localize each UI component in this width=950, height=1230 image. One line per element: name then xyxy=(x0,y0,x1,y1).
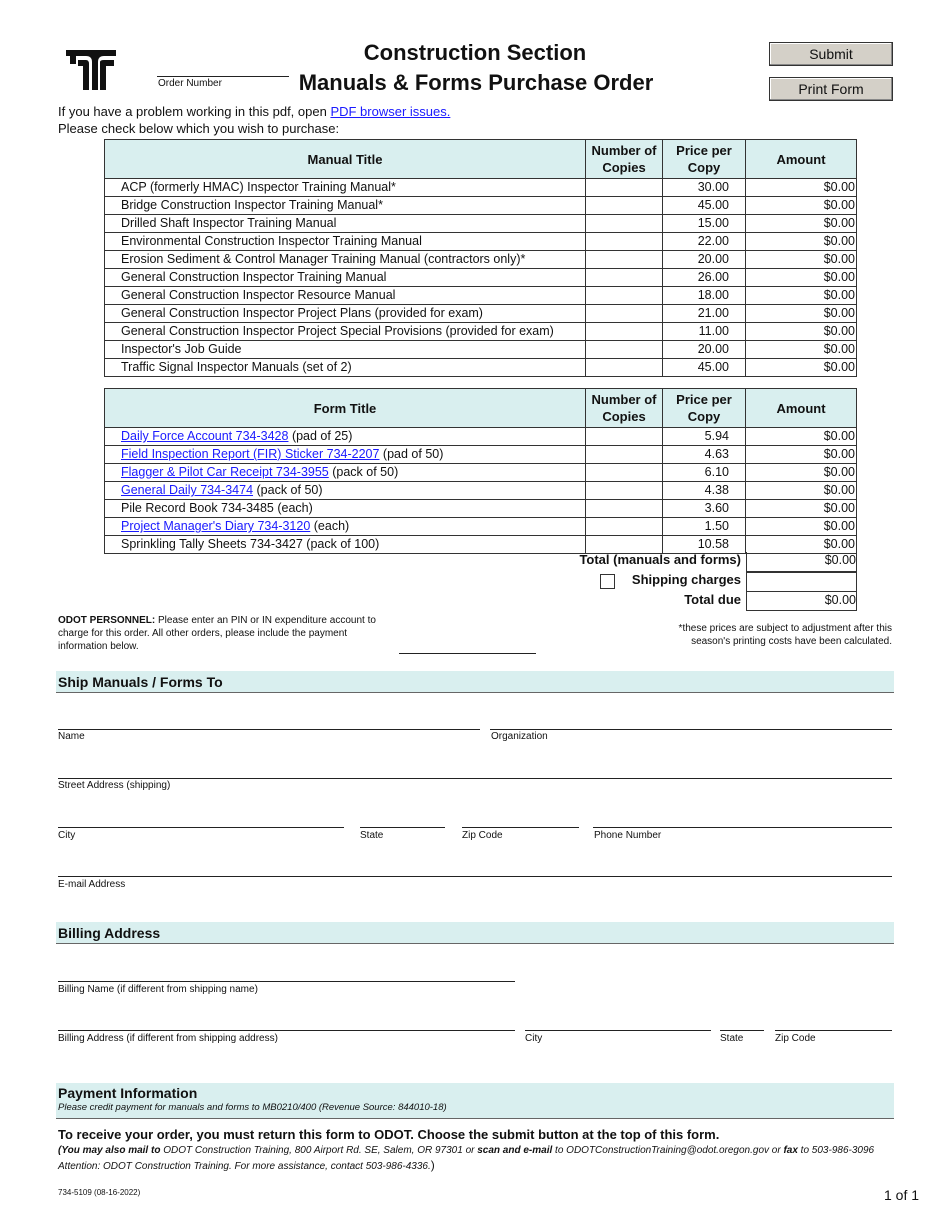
page-title-line1: Construction Section xyxy=(363,40,587,65)
amount-header: Amount xyxy=(746,389,857,428)
row-price: 21.00 xyxy=(663,305,746,323)
table-row xyxy=(105,251,857,269)
row-title: Drilled Shaft Inspector Training Manual xyxy=(105,215,586,233)
table-row xyxy=(105,179,857,197)
billing-city-field[interactable] xyxy=(525,1030,711,1031)
table-row xyxy=(105,269,857,287)
row-amount: $0.00 xyxy=(746,446,857,464)
copies-input[interactable] xyxy=(586,305,663,323)
state-label: State xyxy=(360,830,384,841)
billing-state-field[interactable] xyxy=(720,1030,764,1031)
organization-field[interactable] xyxy=(490,729,892,730)
city-field[interactable] xyxy=(58,827,344,828)
row-title: Daily Force Account 734-3428 (pad of 25) xyxy=(105,428,586,446)
total-value: $0.00 xyxy=(746,552,857,572)
form-number: 734-5109 (08-16-2022) xyxy=(58,1188,141,1197)
row-price: 4.63 xyxy=(663,446,746,464)
row-amount: $0.00 xyxy=(746,500,857,518)
intro-instructions: Please check below which you wish to purchase: xyxy=(58,121,340,136)
row-title: General Construction Inspector Project Special Provisions (provided for exam) xyxy=(105,323,586,341)
order-number-label: Order Number xyxy=(158,78,222,89)
name-field[interactable] xyxy=(58,729,480,730)
row-price: 30.00 xyxy=(663,179,746,197)
table-row xyxy=(105,305,857,323)
table-row xyxy=(105,233,857,251)
billing-zip-label: Zip Code xyxy=(775,1033,816,1044)
row-amount: $0.00 xyxy=(746,251,857,269)
row-amount: $0.00 xyxy=(746,215,857,233)
row-title: General Construction Inspector Project Plans (provided for exam) xyxy=(105,305,586,323)
table-row xyxy=(105,500,857,518)
copies-input[interactable] xyxy=(586,359,663,377)
row-amount: $0.00 xyxy=(746,359,857,377)
print-form-button[interactable]: Print Form xyxy=(769,77,893,101)
row-price: 4.38 xyxy=(663,482,746,500)
submit-button[interactable]: Submit xyxy=(769,42,893,66)
copies-input[interactable] xyxy=(586,251,663,269)
table-row xyxy=(105,482,857,500)
zip-code-field[interactable] xyxy=(462,827,579,828)
forms-header-row xyxy=(105,389,857,428)
copies-input[interactable] xyxy=(586,446,663,464)
shipping-value[interactable] xyxy=(746,572,857,592)
billing-address-label: Billing Address (if different from shipping address) xyxy=(58,1033,278,1044)
city-label: City xyxy=(58,830,76,841)
row-title: General Construction Inspector Resource Manual xyxy=(105,287,586,305)
zip-code-label: Zip Code xyxy=(462,830,503,841)
form-link[interactable]: Daily Force Account 734-3428 xyxy=(121,429,289,443)
copies-header: Number of Copies xyxy=(586,140,663,179)
shipping-label: Shipping charges xyxy=(631,572,741,587)
form-link[interactable]: Field Inspection Report (FIR) Sticker 734-2207 xyxy=(121,447,380,461)
total-due-value: $0.00 xyxy=(746,591,857,611)
copies-input[interactable] xyxy=(586,323,663,341)
table-row xyxy=(105,341,857,359)
row-amount: $0.00 xyxy=(746,197,857,215)
row-price: 5.94 xyxy=(663,428,746,446)
row-amount: $0.00 xyxy=(746,269,857,287)
form-link[interactable]: General Daily 734-3474 xyxy=(121,483,254,497)
payment-instructions: Please credit payment for manuals and forms to MB0210/400 (Revenue Source: 844010-18) xyxy=(58,1102,447,1113)
pdf-browser-issues-link[interactable]: PDF browser issues. xyxy=(330,104,451,119)
row-price: 45.00 xyxy=(663,197,746,215)
organization-label: Organization xyxy=(491,731,548,742)
mail-instructions: (You may also mail to ODOT Construction Training, 800 Airport Rd. SE, Salem, OR 97301 or scan and e-mail to ODOTConstructionTraining@odot.oregon.gov or fax to 503-986-3096 Attention: ODOT Construction Training. For more assistance, contact 503-986-4336.) xyxy=(58,1145,875,1172)
copies-input[interactable] xyxy=(586,215,663,233)
row-price: 6.10 xyxy=(663,464,746,482)
row-price: 20.00 xyxy=(663,251,746,269)
odot-personnel-note: ODOT PERSONNEL: Please enter an PIN or IN expenditure account to charge for this order. All other orders, please include the payment information below. xyxy=(58,615,376,652)
return-instructions: To receive your order, you must return this form to ODOT. Choose the submit button at the top of this form. xyxy=(58,1127,720,1142)
table-row xyxy=(105,323,857,341)
table-row xyxy=(105,536,857,554)
street-address-label: Street Address (shipping) xyxy=(58,780,171,791)
price-header: Price per Copy xyxy=(663,140,746,179)
amount-header: Amount xyxy=(746,140,857,179)
copies-input[interactable] xyxy=(586,287,663,305)
row-price: 15.00 xyxy=(663,215,746,233)
billing-name-label: Billing Name (if different from shipping name) xyxy=(58,984,258,995)
form-link[interactable]: Flagger & Pilot Car Receipt 734-3955 xyxy=(121,465,329,479)
row-title: General Daily 734-3474 (pack of 50) xyxy=(105,482,586,500)
row-title: Environmental Construction Inspector Training Manual xyxy=(105,233,586,251)
row-price: 20.00 xyxy=(663,341,746,359)
table-row xyxy=(105,446,857,464)
shipping-checkbox[interactable] xyxy=(600,574,615,589)
page-number: 1 of 1 xyxy=(884,1187,920,1203)
row-title: Flagger & Pilot Car Receipt 734-3955 (pack of 50) xyxy=(105,464,586,482)
copies-input[interactable] xyxy=(586,341,663,359)
copies-input[interactable] xyxy=(586,536,663,554)
billing-heading: Billing Address xyxy=(56,922,894,944)
billing-state-label: State xyxy=(720,1033,744,1044)
row-title: General Construction Inspector Training Manual xyxy=(105,269,586,287)
manual-title-header: Manual Title xyxy=(105,140,586,179)
table-row xyxy=(105,359,857,377)
email-label: E-mail Address xyxy=(58,879,126,890)
row-title: Inspector's Job Guide xyxy=(105,341,586,359)
copies-header: Number of Copies xyxy=(586,389,663,428)
table-row xyxy=(105,464,857,482)
copies-input[interactable] xyxy=(586,518,663,536)
copies-input[interactable] xyxy=(586,233,663,251)
form-link[interactable]: Project Manager's Diary 734-3120 xyxy=(121,519,311,533)
price-header: Price per Copy xyxy=(663,389,746,428)
row-title: ACP (formerly HMAC) Inspector Training Manual* xyxy=(105,179,586,197)
table-row xyxy=(105,428,857,446)
row-price: 26.00 xyxy=(663,269,746,287)
forms-table xyxy=(104,388,857,554)
copies-input[interactable] xyxy=(586,464,663,482)
row-price: 3.60 xyxy=(663,500,746,518)
row-title: Erosion Sediment & Control Manager Training Manual (contractors only)* xyxy=(105,251,586,269)
manuals-header-row xyxy=(105,140,857,179)
row-amount: $0.00 xyxy=(746,482,857,500)
row-price: 11.00 xyxy=(663,323,746,341)
odot-logo-icon xyxy=(64,46,118,94)
state-field[interactable] xyxy=(360,827,445,828)
payment-heading: Payment Information xyxy=(56,1083,894,1119)
billing-zip-field[interactable] xyxy=(775,1030,892,1031)
copies-input[interactable] xyxy=(586,482,663,500)
row-title: Traffic Signal Inspector Manuals (set of 2) xyxy=(105,359,586,377)
order-number-field[interactable] xyxy=(157,76,289,77)
row-amount: $0.00 xyxy=(746,233,857,251)
phone-number-field[interactable] xyxy=(593,827,892,828)
row-amount: $0.00 xyxy=(746,305,857,323)
page-title-line2: Manuals & Forms Purchase Order xyxy=(298,70,654,95)
row-amount: $0.00 xyxy=(746,428,857,446)
intro-line: If you have a problem working in this pdf, open PDF browser issues. xyxy=(58,104,451,119)
table-row xyxy=(105,197,857,215)
copies-input[interactable] xyxy=(586,428,663,446)
billing-address-field[interactable] xyxy=(58,1030,515,1031)
row-amount: $0.00 xyxy=(746,287,857,305)
row-amount: $0.00 xyxy=(746,179,857,197)
table-row xyxy=(105,215,857,233)
total-label: Total (manuals and forms) xyxy=(579,552,741,567)
row-price: 18.00 xyxy=(663,287,746,305)
email-field[interactable] xyxy=(58,876,892,877)
table-row xyxy=(105,287,857,305)
copies-input[interactable] xyxy=(586,500,663,518)
row-price: 45.00 xyxy=(663,359,746,377)
row-title: Project Manager's Diary 734-3120 (each) xyxy=(105,518,586,536)
form-title-header: Form Title xyxy=(105,389,586,428)
row-amount: $0.00 xyxy=(746,536,857,554)
row-amount: $0.00 xyxy=(746,341,857,359)
price-adjustment-note: *these prices are subject to adjustment after this season's printing costs have been calculated. xyxy=(678,623,892,647)
row-title: Sprinkling Tally Sheets 734-3427 (pack of 100) xyxy=(105,536,586,554)
row-title: Pile Record Book 734-3485 (each) xyxy=(105,500,586,518)
copies-input[interactable] xyxy=(586,179,663,197)
row-amount: $0.00 xyxy=(746,518,857,536)
total-due-label: Total due xyxy=(684,592,741,607)
row-amount: $0.00 xyxy=(746,323,857,341)
name-label: Name xyxy=(58,731,85,742)
table-row xyxy=(105,518,857,536)
expenditure-account-field[interactable] xyxy=(399,653,536,654)
row-price: 22.00 xyxy=(663,233,746,251)
row-price: 1.50 xyxy=(663,518,746,536)
ship-to-heading: Ship Manuals / Forms To xyxy=(56,671,894,693)
street-address-field[interactable] xyxy=(58,778,892,779)
phone-number-label: Phone Number xyxy=(594,830,662,841)
copies-input[interactable] xyxy=(586,269,663,287)
copies-input[interactable] xyxy=(586,197,663,215)
row-amount: $0.00 xyxy=(746,464,857,482)
manuals-table xyxy=(104,139,857,377)
billing-city-label: City xyxy=(525,1033,543,1044)
row-title: Bridge Construction Inspector Training Manual* xyxy=(105,197,586,215)
billing-name-field[interactable] xyxy=(58,981,515,982)
row-title: Field Inspection Report (FIR) Sticker 734-2207 (pad of 50) xyxy=(105,446,586,464)
row-price: 10.58 xyxy=(663,536,746,554)
